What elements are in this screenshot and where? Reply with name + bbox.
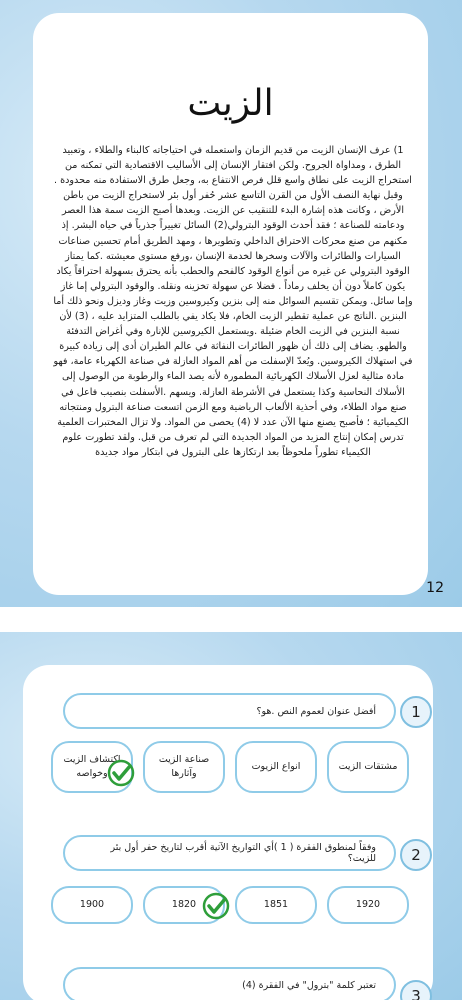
question-3-number: 3 (400, 980, 432, 1000)
question-3-text: تعتبر كلمة "بترول" في الفقرة (4) (242, 979, 376, 991)
check-mark-icon (201, 891, 231, 921)
q2-option-3[interactable]: 1820 (143, 886, 225, 924)
page-title: الزيت (187, 83, 274, 124)
question-3 (63, 967, 396, 1000)
q1-option-1[interactable]: مشتقات الزيت (327, 741, 409, 793)
check-mark-icon (106, 758, 136, 788)
q1-option-2[interactable]: انواع الزيوت (235, 741, 317, 793)
q2-option-2[interactable]: 1851 (235, 886, 317, 924)
question-1-number: 1 (400, 696, 432, 728)
question-1-text: أفضل عنوان لعموم النص .هو؟ (256, 705, 376, 717)
q2-option-1[interactable]: 1920 (327, 886, 409, 924)
q1-option-3[interactable]: صناعة الزيت وآثارها (143, 741, 225, 793)
page-number: 12 (426, 580, 444, 596)
passage-text: 1) عرف الإنسان الزيت من قديم الزمان واستعمله في احتياجاته كالبناء والطلاء ، وتعبيد الطرق ، ومداواة الجروح. ولكن افتقار الإنسان إلى الأساليب الاقتصادية التي تمكنه من استخراج الزيت على نطاق واسع قلل فرص الانتفاع به، وجعل طرق الاستفادة منه محدودة . وقبل نهاية النصف الأول من القرن التاسع عشر حُفر أول بئر لاستخراج الزيت من باطن الأرض ، وكانت هذه إشارة البدء للتنقيب عن الزيت. وبعدها أصبح الزيت سمة هذا العصر ودعامته للصناعة ؛ فقد أحدث الوقود البترولي(2) السائل تغييراً جذرياً في حياه البشر. إذ مكنهم من صنع محركات الاحتراق الداخلي وتطويرها ، ومهد الطريق أمام تحسين صناعات السيارات والطائرات والآلات وسخرها لخدمة الإنسان ،ورفع مستوى معيشته .كما يمتاز الوقود البترولي عن غيره من أنواع الوقود كالفحم والحطب بأنه يحترق بسهولة احتراقاً يكاد يكون كاملاً دون أن يخلف رماداً . فضلا عن سهولة تخزينه ونقله. والوقود البترولي إما غاز وإما سائل. ويمكن تقسيم السوائل منه إلى بنزين وكيروسين وزيت وغاز وديزل ونحو ذلك أما البنزين .الناتج عن عملية تقطير الزيت الخام، فلا يكاد يفي بالطلب المتزايد عليه ، (3) لأن نسبة البنزين في الزيت الخام ضئيلة .ويستعمل الكيروسين للإنارة وفي أغراض التدفئة والطهو. يضاف إلى ذلك أن ظهور الطائرات النفاثة في عالم الطيران أدى إلى زيادة كبيرة في استهلاك الكيروسين. ويُعدّ الإسفلت من أهم المواد العازلة في صناعة الكهرباء عامة، فهو مادة مثالية لعزل الأسلاك الكهربائية المطمورة لأنه يصد الماء والرطوبة من الوصول إلى الأسلاك النحاسية وكذا يستعمل في الأشرطة العازلة. ويسهم .الأسفلت بنصيب فاعل في صنع مواد الطلاء، وفي أحذية الألعاب الرياضية ومع الزمن اتسعت صناعة البترول ومنتجاته الكيميائية ؛ فأصبح يصنع منها الآن عدد لا (4) يحصى من المواد. ولا تزال المختبرات العلمية تدرس إمكان إنتاج المزيد من المواد الجديدة التي لم تعرف من قبل. ولقد تطورت علوم الكيمياء تطوراً ملحوظاً بعد ارتكازها على البترول في ابتكار مواد جديدة (53, 145, 413, 458)
question-2-number: 2 (400, 839, 432, 871)
quiz-page (0, 632, 462, 1000)
q2-option-4[interactable]: 1900 (51, 886, 133, 924)
text-card (33, 13, 428, 595)
question-2-text: وفقاً لمنطوق الفقرة ( 1 )أي التواريخ الآتية أقرب لتاريخ حفر أول بئر للزيت؟ (110, 842, 376, 864)
question-2 (63, 835, 396, 871)
q1-option-4[interactable]: اكتشاف الزيت وخواصه (51, 741, 133, 793)
question-1 (63, 693, 396, 729)
